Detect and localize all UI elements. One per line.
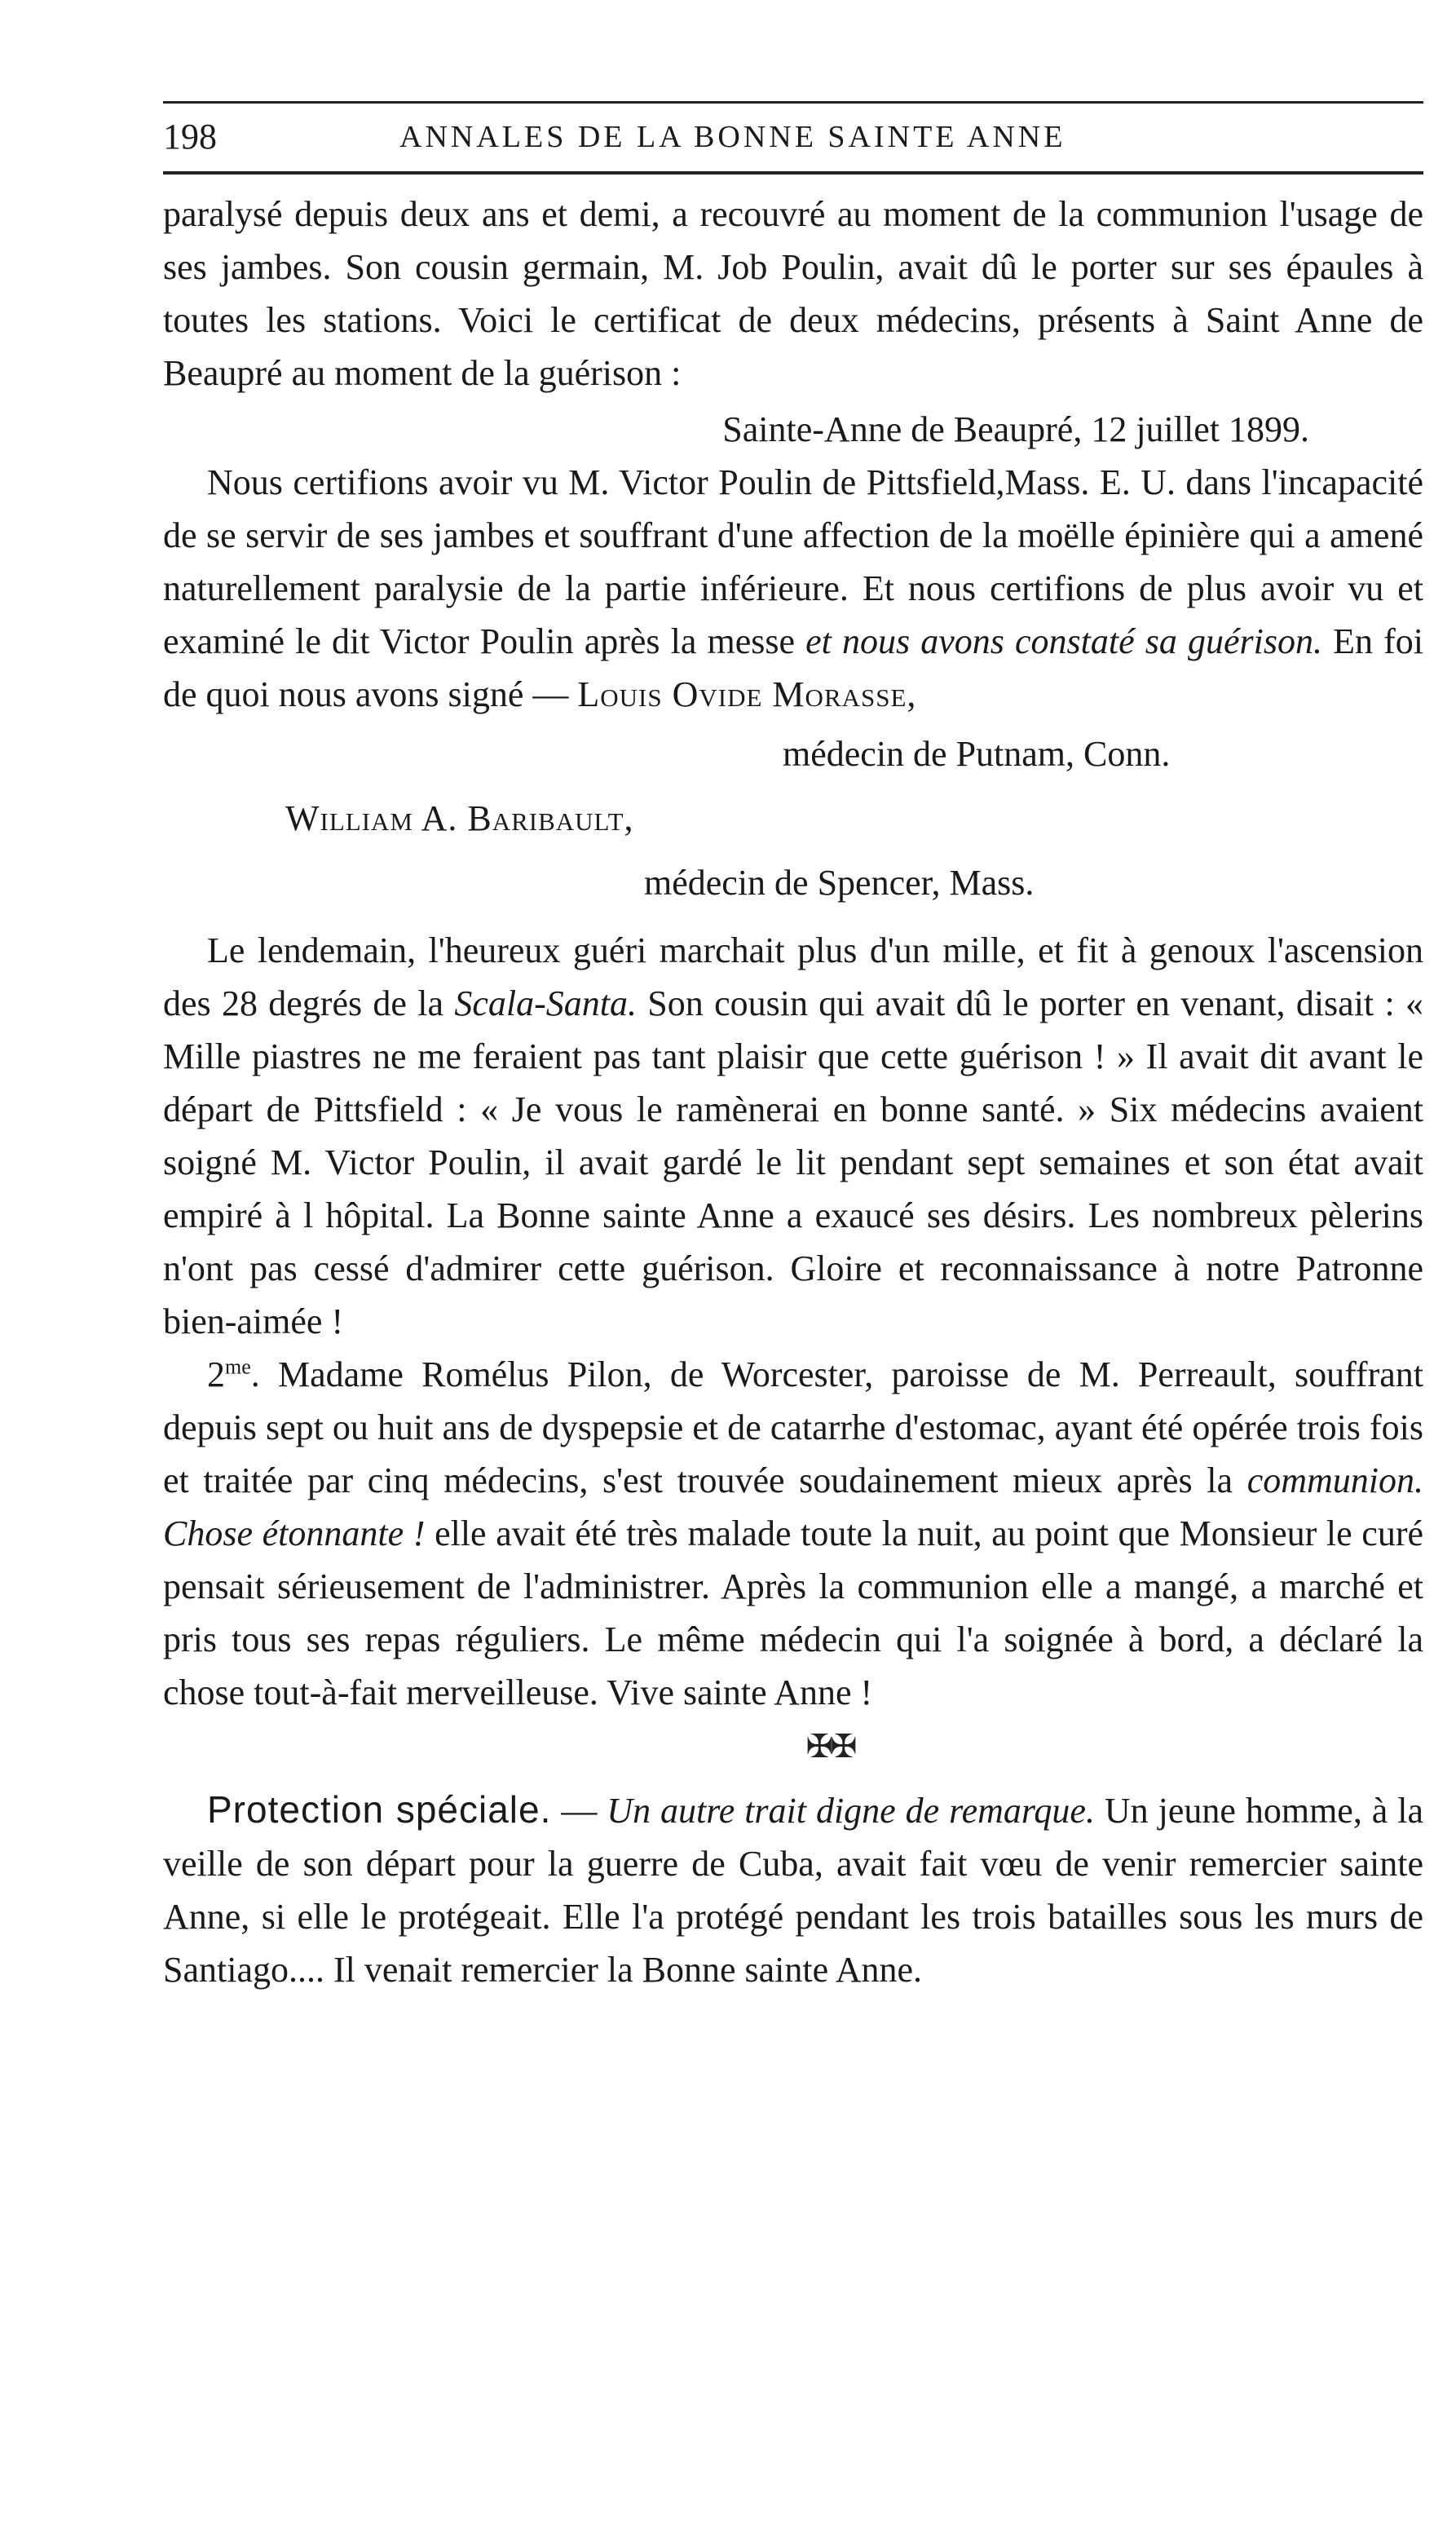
second-case-text: . Madame Romélus Pilon, de Worcester, paroisse de M. Perreault, souffrant depuis sept ou huit ans de dyspepsie et de catarrhe d'estomac, ayant été opérée trois fois et traitée par cinq médecins, s'est trouvée soudainement mieux après la xyxy=(163,1354,1423,1500)
second-case-rest: elle avait été très malade toute la nuit, au point que Monsieur le curé pensait sérieusement de l'administrer. Après la communion elle a mangé, a marché et pris tous ses repas réguliers. Le même médecin qui l'a soignée à bord, a déclaré la chose tout-à-fait merveilleuse. Vive sainte Anne ! xyxy=(163,1513,1423,1712)
paragraph-next-day-rest: Son cousin qui avait dû le porter en venant, disait : « Mille piastres ne me feraient pas tant plaisir que cette guérison ! » Il avait dit avant le départ de Pittsfield : « Je vous le ramènerai en bonne santé. » Six médecins avaient soigné M. Victor Poulin, il avait gardé le lit pendant sept semaines et son état avait empiré à l hôpital. La Bonne sainte Anne a exaucé ses désirs. Les nombreux pèlerins n'ont pas cessé d'admirer cette guérison. Gloire et reconnaissance à notre Patronne bien-aimée ! xyxy=(163,983,1423,1341)
section-heading: Protection spéciale. xyxy=(207,1788,552,1831)
paragraph-special-protection xyxy=(163,1783,1423,1996)
header-top-rule xyxy=(163,101,1423,104)
second-case-italic: communion. Chose étonnante ! xyxy=(163,1460,1423,1553)
page-body xyxy=(163,188,1423,1996)
case-number-suffix: me xyxy=(225,1354,251,1379)
section-text: Un jeune homme, à la veille de son départ pour la guerre de Cuba, avait fait vœu de venir remercier sainte Anne, si elle le protégeait. Elle l'a protégé pendant les trois batailles sous les murs de Santiago.... Il venait remercier la Bonne sainte Anne. xyxy=(163,1791,1424,1990)
page-number: 198 xyxy=(163,117,217,157)
signer-2-name: William A. Baribault, xyxy=(285,798,634,838)
running-title: ANNALES DE LA BONNE SAINTE ANNE xyxy=(399,120,1066,154)
certificate-dateline: Sainte-Anne de Beaupré, 12 juillet 1899. xyxy=(722,409,1309,449)
book-page xyxy=(163,0,1423,2545)
paragraph-next-day-text: Le lendemain, l'heureux guéri marchait plus d'un mille, et fit à genoux l'ascension des 28 degrés de la xyxy=(163,930,1423,1023)
signer-1-name: Louis Ovide Morasse, xyxy=(577,674,917,714)
scala-santa: Scala-Santa. xyxy=(454,983,637,1023)
case-number: 2 xyxy=(207,1354,225,1394)
section-ornament: ✠✠ xyxy=(805,1728,854,1765)
section-dash: — xyxy=(551,1791,607,1831)
certificate-italic: et nous avons constaté sa guérison. xyxy=(805,621,1323,661)
paragraph-healing-continued: paralysé depuis deux ans et demi, a recouvré au moment de la communion l'usage de ses jambes. Son cousin germain, M. Job Poulin, avait dû le porter sur ses épaules à toutes les stations. Voici le certificat de deux médecins, présents à Saint Anne de Beaupré au moment de la guérison : xyxy=(163,194,1423,393)
header-bottom-rule xyxy=(163,171,1423,175)
signed-prefix: En foi de quoi nous avons signé — xyxy=(163,621,1423,714)
certificate-text: Nous certifions avoir vu M. Victor Poulin de Pittsfield,Mass. E. U. dans l'incapacité de se servir de ses jambes et souffrant d'une affection de la moëlle épinière qui a amené naturellement paralysie de la partie inférieure. Et nous certifions de plus avoir vu et examiné le dit Victor Poulin après la messe xyxy=(163,462,1423,661)
section-italic-lead: Un autre trait digne de remarque. xyxy=(607,1791,1095,1831)
signer-1-role: médecin de Putnam, Conn. xyxy=(783,734,1171,774)
paragraph-second-case xyxy=(163,1348,1423,1719)
signer-2-role: médecin de Spencer, Mass. xyxy=(644,863,1035,903)
paragraph-next-day xyxy=(163,924,1423,1348)
certificate-paragraph xyxy=(163,456,1423,721)
